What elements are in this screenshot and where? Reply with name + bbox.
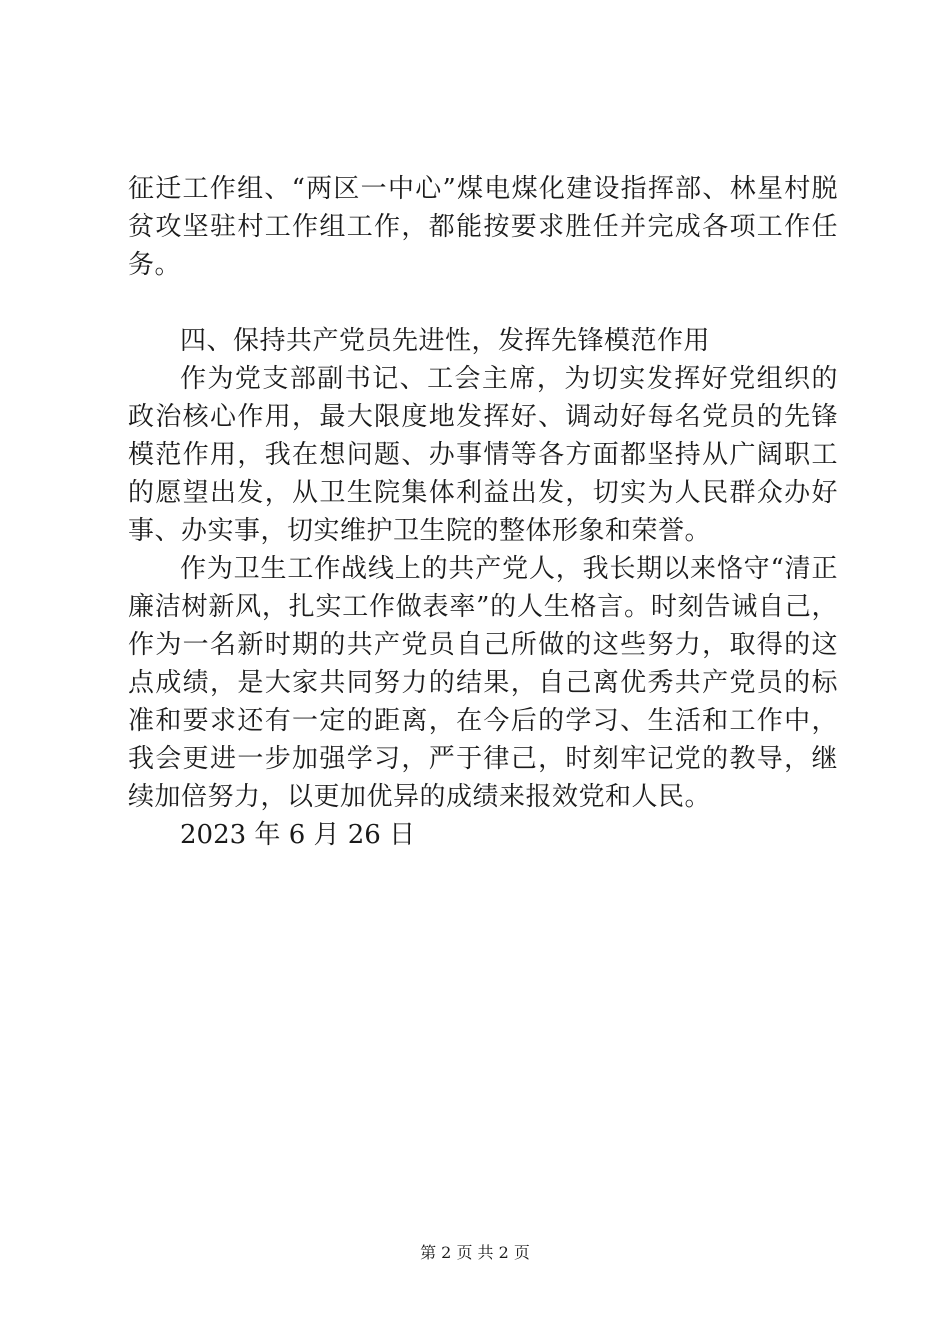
paragraph: 作为卫生工作战线上的共产党人，我长期以来恪守“清正廉洁树新风，扎实工作做表率”的人生格言。时刻告诫自己，作为一名新时期的共产党员自己所做的这些努力，取得的这点成绩，是大家共同努力的结果，自己离优秀共产党员的标准和要求还有一定的距离，在今后的学习、生活和工作中，我会更进一步加强学习，严于律己，时刻牢记党的教导，继续加倍努力，以更加优异的成绩来报效党和人民。 [128, 554, 838, 812]
page-footer: 第 2 页 共 2 页 [420, 1243, 530, 1262]
document-body [128, 170, 838, 854]
section-heading: 四、保持共产党员先进性，发挥先锋模范作用 [180, 326, 711, 356]
document-date: 2023 年 6 月 26 日 [180, 820, 416, 850]
paragraph: 作为党支部副书记、工会主席，为切实发挥好党组织的政治核心作用，最大限度地发挥好、调动好每名党员的先锋模范作用，我在想问题、办事情等各方面都坚持从广阔职工的愿望出发，从卫生院集体利益出发，切实为人民群众办好事、办实事，切实维护卫生院的整体形象和荣誉。 [128, 364, 838, 546]
paragraph-continuation: 征迁工作组、“两区一中心”煤电煤化建设指挥部、林星村脱贫攻坚驻村工作组工作，都能按要求胜任并完成各项工作任务。 [128, 174, 838, 280]
paragraph-spacer [128, 284, 838, 322]
